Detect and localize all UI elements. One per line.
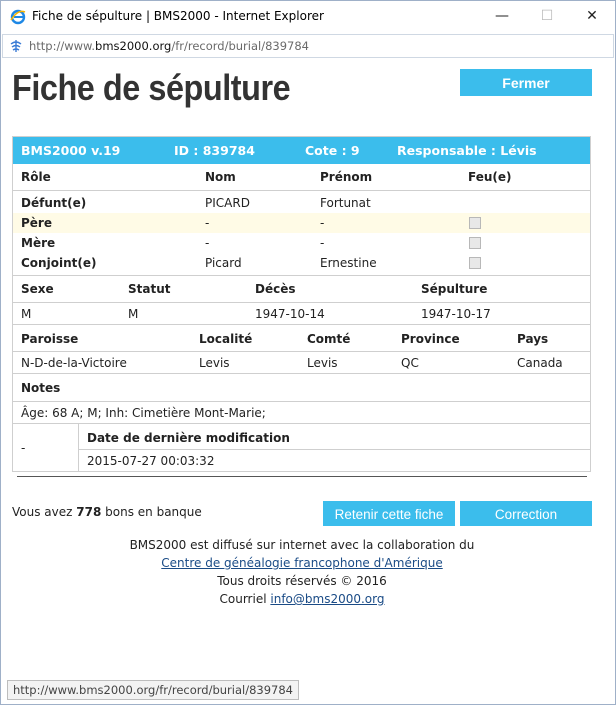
window-title: Fiche de sépulture | BMS2000 - Internet Explorer [32,9,324,23]
person-role: Mère [21,236,56,250]
vitals-header-row [13,275,590,302]
record-header [13,137,590,164]
record-cote: Cote : 9 [305,143,360,158]
person-role: Père [21,216,52,230]
place-localite: Levis [199,356,230,370]
vitals-row [13,302,590,324]
divider [17,476,587,477]
notes-label: Notes [21,381,61,395]
col-sepulture: Sépulture [421,282,488,296]
person-nom: - [205,236,210,250]
vital-sexe: M [21,307,32,321]
place-province: QC [401,356,419,370]
burial-record [12,136,591,472]
col-province: Province [401,332,460,346]
notes-text: Âge: 68 A; M; Inh: Cimetière Mont-Marie; [21,406,266,420]
col-comte: Comté [307,332,351,346]
feu-checkbox [469,257,481,269]
modification-block [13,423,590,471]
footer-line1: BMS2000 est diffusé sur internet avec la collaboration du [129,538,475,552]
person-prenom: - [320,216,325,230]
place-row [13,351,590,373]
person-nom: PICARD [205,196,250,210]
person-prenom: Ernestine [320,256,377,270]
correction-button[interactable]: Correction [460,501,592,526]
address-url[interactable] [29,39,309,53]
person-nom: - [205,216,210,230]
notes-row [13,401,590,423]
col-prenom: Prénom [320,170,373,184]
bank-balance [12,505,202,519]
site-favicon-icon [8,38,24,54]
footer-email-label: Courriel [219,592,267,606]
address-prefix: http://www. [29,39,96,53]
record-responsable: Responsable : Lévis [397,143,537,158]
footer-email-link[interactable]: info@bms2000.org [270,592,385,606]
col-sexe: Sexe [21,282,54,296]
col-statut: Statut [128,282,171,296]
col-feu: Feu(e) [468,170,512,184]
close-window-button[interactable]: ✕ [586,8,598,24]
place-header-row [13,324,590,351]
maximize-button[interactable]: ☐ [540,8,554,24]
minimize-button[interactable]: — [495,8,509,24]
title-bar [1,1,615,33]
notes-dash: - [21,441,26,455]
ie-icon [10,9,26,25]
close-button[interactable]: Fermer [460,69,592,96]
col-pays: Pays [517,332,549,346]
footer-email-line [1,592,603,606]
notes-header-row [13,373,590,401]
person-role: Défunt(e) [21,196,87,210]
vital-statut: M [128,307,139,321]
person-row-mere [13,233,590,253]
page-content [1,59,615,704]
col-paroisse: Paroisse [21,332,79,346]
col-localite: Localité [199,332,253,346]
record-version: BMS2000 v.19 [21,143,121,158]
page-title: Fiche de sépulture [12,67,291,108]
bank-count: 778 [76,505,102,519]
feu-checkbox [469,217,481,229]
place-paroisse: N-D-de-la-Victoire [21,356,127,370]
footer-partner-link[interactable]: Centre de généalogie francophone d'Amérique [161,556,443,570]
feu-checkbox [469,237,481,249]
person-nom: Picard [205,256,242,270]
vital-deces: 1947-10-14 [255,307,325,321]
address-bar[interactable] [2,34,614,58]
place-pays: Canada [517,356,563,370]
person-prenom: - [320,236,325,250]
place-comte: Levis [307,356,338,370]
person-row-pere [13,213,590,233]
col-role: Rôle [21,170,51,184]
address-path: /fr/record/burial/839784 [171,39,309,53]
bank-suffix: bons en banque [105,505,202,519]
person-role: Conjoint(e) [21,256,97,270]
col-nom: Nom [205,170,236,184]
last-mod-value: 2015-07-27 00:03:32 [87,454,215,468]
col-deces: Décès [255,282,296,296]
persons-header-row [13,164,590,190]
footer-copyright: Tous droits réservés © 2016 [217,574,387,588]
person-row-conjoint [13,253,590,273]
last-mod-label: Date de dernière modification [87,431,290,445]
person-row-defunt [13,193,590,213]
vital-sepulture: 1947-10-17 [421,307,491,321]
status-url: http://www.bms2000.org/fr/record/burial/839784 [7,680,299,700]
address-domain: bms2000.org [95,39,172,53]
bank-prefix: Vous avez [12,505,73,519]
person-prenom: Fortunat [320,196,371,210]
keep-record-button[interactable]: Retenir cette fiche [323,501,455,526]
record-id: ID : 839784 [174,143,255,158]
